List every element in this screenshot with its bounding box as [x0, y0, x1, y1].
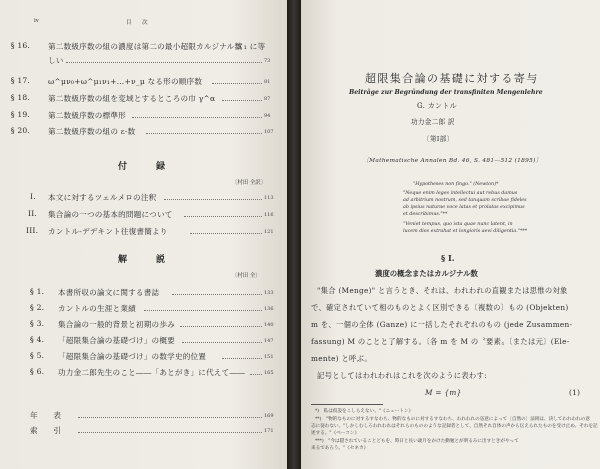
toc-text: 第二数級序数の組を変域とするところの巾 γ^α	[48, 94, 216, 103]
toc-num: § 18.	[10, 93, 30, 102]
left-page	[0, 0, 287, 469]
footnote-line: 述する。"《ベーコン》	[311, 431, 360, 436]
dot-leader	[222, 358, 262, 359]
footnote-line: ***) "今は隠されていることどもを、時日と長い歳月をかけた勤勉とが明るみに出すときがやって	[315, 439, 519, 444]
body-line: m を、一個の全体 (Ganze) に一括したそれぞれのもの (jede Zusammen-	[311, 320, 573, 329]
commentary-page: 147	[264, 338, 274, 344]
page-number: iv	[34, 18, 39, 24]
body-line: で、確定されていて相のものとよく区別できる〔複数の〕もの (Objekten)	[311, 303, 569, 312]
toc-text: 第二数級序数の標準形	[48, 111, 126, 120]
dot-leader	[172, 294, 262, 295]
commentary-page: 133	[264, 290, 274, 296]
dot-leader	[190, 233, 262, 234]
dot-leader	[144, 310, 262, 311]
appendix-page: 113	[264, 195, 274, 201]
commentary-page: 151	[264, 354, 274, 360]
toc-num: § 16.	[10, 41, 30, 50]
commentary-page: 140	[264, 322, 274, 328]
commentary-page: 165	[264, 370, 274, 376]
toc-page: 81	[264, 79, 271, 85]
running-header: 目 次	[126, 20, 148, 26]
commentary-num: § 4.	[30, 335, 45, 344]
epigraph-line: et describimus."**	[403, 212, 448, 217]
body-line: mente) と呼ぶ。	[311, 354, 372, 363]
section-title: 濃度の概念またはカルジナル数	[375, 269, 478, 278]
paper-subtitle: Beiträge zur Begründung der transfiniten Mengenlehre	[349, 89, 543, 96]
body-line: 記号としてはわれわれはこれを次のように表わす:	[317, 371, 487, 380]
commentary-num: § 5.	[30, 351, 45, 360]
appendix-text: カントル-デデキント往復書簡より	[48, 227, 168, 236]
chronology-page: 169	[264, 413, 274, 419]
appendix-heading: 付 録	[118, 162, 176, 172]
chronology-label: 年 表	[30, 411, 62, 420]
epigraph-line: "Veniet tempus, quo ista quae nunc latent, in	[403, 222, 513, 227]
body-line: fassung) M のことと了解する。〔各 m を M の〝要素〟〔または元〕(Ele-	[311, 337, 570, 346]
epigraph-line: "Neque enim leges intellectui aut rebus damus	[403, 191, 518, 196]
epigraph-line: ab ipsius naturae voce latas et prolatas excipimus	[403, 205, 525, 210]
toc-text-cont: しい	[48, 56, 64, 65]
footnote-line: 志に従わない。"しかしむしろわれわれはそれらのもののような記録者として、自然それ自体の声から伝えられたものを受け止め、それを記	[311, 424, 598, 429]
toc-text: 第二数級序数の組の ε-数	[48, 127, 136, 136]
index-page: 171	[264, 428, 274, 434]
dot-leader	[222, 100, 262, 101]
dot-leader	[78, 432, 262, 433]
commentary-text: 「超限集合論の基礎づけ」の概要	[58, 336, 175, 345]
dot-leader	[184, 216, 262, 217]
appendix-num: II.	[28, 209, 38, 218]
epigraph-line: lucem dies extrahat et longioris aevi diligentia."***	[403, 229, 528, 234]
commentary-num: § 3.	[30, 319, 45, 328]
commentary-num: § 1.	[30, 287, 45, 296]
toc-num: § 17.	[10, 76, 30, 85]
formula: M = {m}	[425, 388, 462, 397]
paper-title: 超限集合論の基礎に対する寄与	[365, 72, 539, 85]
commentary-heading: 解 説	[118, 255, 176, 265]
appendix-text: 本文に対するツェルメロの注釈	[48, 193, 157, 202]
footnote-rule	[311, 404, 383, 405]
dot-leader	[78, 417, 262, 418]
toc-page: 73	[264, 58, 271, 64]
epigraph-line: ad arbitrium nostrum, sed tanquam scribae fideles	[403, 198, 527, 203]
toc-page: 94	[264, 113, 271, 119]
formula-number: (1)	[569, 388, 581, 397]
commentary-editor: 〔村田 全〕	[232, 273, 261, 279]
toc-text: ω^μν₀+ω^μ₁ν₁+…+ν_μ なる形の順序数	[48, 77, 203, 86]
book-gutter	[287, 0, 301, 469]
epigraph-line: "Hypotheses non fingo." (Newton)*	[413, 182, 499, 187]
appendix-editor: 〔村田 全訳〕	[232, 180, 267, 186]
toc-num: § 20.	[10, 126, 30, 135]
footnote-line: 来るであろう。"《セネカ》	[311, 446, 369, 451]
footnote-line: *) 私は仮設をこしらえない。"《ニュートン》	[315, 409, 414, 414]
source-citation: 〔Mathematische Annalen Bd. 46, S. 481―512 (1895)〕	[363, 158, 542, 164]
commentary-page: 136	[264, 306, 274, 312]
toc-text-tail: ℵ₁ に等	[236, 42, 266, 51]
dot-leader	[212, 83, 262, 84]
commentary-num: § 2.	[30, 303, 45, 312]
appendix-text: 集合論の一つの基本的問題について	[48, 210, 173, 219]
toc-text: 第二数級序数の組の濃度は第二の最小超限カルジナル数	[48, 42, 243, 51]
appendix-page: 121	[264, 229, 274, 235]
toc-page: 107	[264, 129, 274, 135]
dot-leader	[164, 199, 262, 200]
index-label: 索 引	[30, 426, 62, 435]
dot-leader	[180, 326, 262, 327]
dot-leader	[66, 62, 262, 63]
section-number: § I.	[441, 253, 455, 263]
dot-leader	[182, 342, 262, 343]
author: G. カントル	[417, 102, 457, 110]
dot-leader	[146, 133, 262, 134]
toc-num: § 19.	[10, 110, 30, 119]
translator: 功力金二郎 訳	[411, 118, 455, 126]
right-page	[301, 0, 600, 469]
dot-leader	[132, 117, 262, 118]
toc-page: 87	[264, 96, 271, 102]
footnote-line: **) "物的なものに対するすなわち、物的なものに対するすなわち、われわれの恣意によって〔自然の〕法則は、決してわれわれの意	[315, 417, 590, 422]
appendix-num: III.	[26, 226, 39, 235]
commentary-text: 「超限集合論の基礎づけ」の数学史的位置	[58, 352, 207, 361]
commentary-text: カントルの生涯と業績	[58, 304, 136, 313]
commentary-text: 功力金二郎先生のこと――「あとがき」に代えて――	[58, 368, 246, 377]
commentary-num: § 6.	[30, 367, 45, 376]
commentary-text: 集合論の一般的背景と初期の歩み	[58, 320, 175, 329]
appendix-page: 116	[264, 212, 274, 218]
part-label: 〔第Ⅰ部〕	[423, 135, 454, 143]
dot-leader	[250, 374, 262, 375]
appendix-num: I.	[30, 192, 36, 201]
body-line: "集合 (Menge)" と言うとき、それは、われわれの直観または思惟の対象	[317, 286, 568, 295]
commentary-text: 本書所収の論文に関する書誌	[58, 288, 160, 297]
